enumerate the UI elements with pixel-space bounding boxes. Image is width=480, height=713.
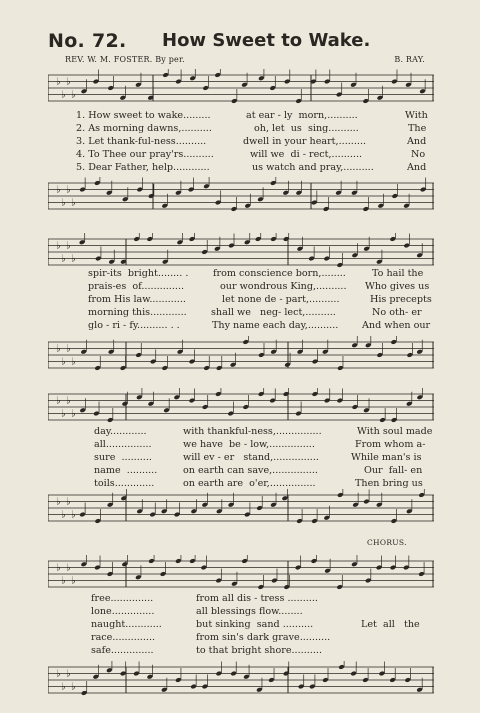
flat-sign: ♭ xyxy=(66,395,71,407)
bass-staff xyxy=(48,661,434,693)
lyric-phrase: race.............. xyxy=(91,632,156,643)
staff-notation xyxy=(48,177,434,217)
lyric-phrase: from all dis - tress .......... xyxy=(196,593,318,604)
flat-sign: ♭ xyxy=(71,575,76,587)
flat-sign: ♭ xyxy=(71,89,76,101)
flat-sign: ♭ xyxy=(66,668,71,680)
lyric-line xyxy=(0,452,480,464)
staff-notation xyxy=(48,69,434,109)
lyric-phrase: Let all the xyxy=(361,619,420,630)
flat-sign: ♭ xyxy=(56,668,61,680)
lyric-line xyxy=(0,426,480,438)
staff-notation xyxy=(48,336,434,376)
lyric-line xyxy=(0,149,480,161)
hymn-title: How Sweet to Wake. xyxy=(162,30,371,51)
lyric-line xyxy=(0,645,480,657)
lyric-line xyxy=(0,619,480,631)
flat-sign: ♭ xyxy=(61,253,66,265)
lyric-phrase: dwell in your heart,......... xyxy=(243,136,367,147)
bass-staff xyxy=(48,489,434,521)
lyric-line xyxy=(0,110,480,122)
author-credit: REV. W. M. FOSTER. By per. xyxy=(65,55,185,64)
lyric-phrase: 4. To Thee our pray'rs.......... xyxy=(76,149,214,160)
staff-notation xyxy=(48,555,434,595)
lyric-phrase: With soul made xyxy=(357,426,433,437)
flat-sign: ♭ xyxy=(71,681,76,693)
lyric-phrase: will ev - er stand,............... xyxy=(183,452,319,463)
lyric-line xyxy=(0,632,480,644)
lyric-phrase: Thy name each day,.......... xyxy=(212,320,339,331)
lyric-phrase: sure .......... xyxy=(94,452,152,463)
lyric-phrase: Our fall- en xyxy=(364,465,423,476)
lyric-phrase: Who gives us xyxy=(365,281,430,292)
lyric-phrase: naught............ xyxy=(91,619,162,630)
lyric-phrase: all............... xyxy=(94,439,152,450)
lyric-line xyxy=(0,439,480,451)
lyric-phrase: 3. Let thank-ful-ness.......... xyxy=(76,136,207,147)
lyric-phrase: from sin's dark grave.......... xyxy=(196,632,331,643)
lyric-phrase: And when our xyxy=(362,320,431,331)
bass-staff xyxy=(48,336,434,368)
flat-sign: ♭ xyxy=(61,575,66,587)
flat-sign: ♭ xyxy=(56,496,61,508)
staff-notation xyxy=(48,489,434,529)
lyric-phrase: free.............. xyxy=(91,593,154,604)
lyric-phrase: And xyxy=(407,162,427,173)
treble-staff xyxy=(48,69,434,101)
flat-sign: ♭ xyxy=(71,356,76,368)
lyric-phrase: on earth are o'er,............... xyxy=(183,478,316,489)
flat-sign: ♭ xyxy=(61,356,66,368)
flat-sign: ♭ xyxy=(56,395,61,407)
flat-sign: ♭ xyxy=(66,496,71,508)
lyric-phrase: let none de - part,.......... xyxy=(222,294,340,305)
treble-staff xyxy=(48,388,434,420)
lyric-phrase: With xyxy=(405,110,428,121)
lyric-line xyxy=(0,268,480,280)
lyric-phrase: on earth can save,............... xyxy=(183,465,318,476)
flat-sign: ♭ xyxy=(66,562,71,574)
flat-sign: ♭ xyxy=(61,408,66,420)
lyric-line xyxy=(0,320,480,332)
lyric-phrase: No oth- er xyxy=(372,307,422,318)
lyric-line xyxy=(0,593,480,605)
composer-credit: B. RAY. xyxy=(394,55,425,64)
hymn-number: No. 72. xyxy=(48,30,127,52)
lyric-phrase: all blessings flow........ xyxy=(196,606,303,617)
lyric-phrase: prais-es of.............. xyxy=(88,281,185,292)
flat-sign: ♭ xyxy=(56,76,61,88)
chorus-label: CHORUS. xyxy=(367,538,407,547)
lyric-phrase: day............ xyxy=(94,426,147,437)
lyric-phrase: name .......... xyxy=(94,465,158,476)
lyric-phrase: Then bring us xyxy=(355,478,423,489)
lyric-line xyxy=(0,478,480,490)
flat-sign: ♭ xyxy=(71,509,76,521)
flat-sign: ♭ xyxy=(61,681,66,693)
lyric-line xyxy=(0,307,480,319)
flat-sign: ♭ xyxy=(66,76,71,88)
bass-staff xyxy=(48,177,434,209)
flat-sign: ♭ xyxy=(61,197,66,209)
lyric-phrase: To hail the xyxy=(372,268,424,279)
lyric-phrase: from conscience born,........ xyxy=(213,268,346,279)
staff-notation xyxy=(48,388,434,428)
lyric-phrase: 1. How sweet to wake......... xyxy=(76,110,211,121)
lyric-line xyxy=(0,606,480,618)
lyric-phrase: spir-its bright........ . xyxy=(88,268,189,279)
flat-sign: ♭ xyxy=(56,343,61,355)
lyric-line xyxy=(0,136,480,148)
lyric-phrase: will we di - rect,.......... xyxy=(250,149,363,160)
lyric-line xyxy=(0,162,480,174)
flat-sign: ♭ xyxy=(66,184,71,196)
lyric-phrase: And xyxy=(407,136,427,147)
treble-staff xyxy=(48,233,434,265)
lyric-phrase: us watch and pray,.......... xyxy=(252,162,374,173)
lyric-line xyxy=(0,123,480,135)
flat-sign: ♭ xyxy=(61,89,66,101)
flat-sign: ♭ xyxy=(56,240,61,252)
lyric-phrase: shall we neg- lect,.......... xyxy=(211,307,336,318)
hymn-header xyxy=(48,30,448,56)
lyric-phrase: but sinking sand .......... xyxy=(196,619,314,630)
flat-sign: ♭ xyxy=(71,253,76,265)
treble-staff xyxy=(48,555,434,587)
flat-sign: ♭ xyxy=(56,184,61,196)
lyric-phrase: we have be - low,............... xyxy=(183,439,315,450)
lyric-phrase: lone.............. xyxy=(91,606,155,617)
flat-sign: ♭ xyxy=(71,408,76,420)
lyric-phrase: toils............. xyxy=(94,478,155,489)
lyric-phrase: 5. Dear Father, help............ xyxy=(76,162,210,173)
staff-notation xyxy=(48,233,434,273)
lyric-phrase: oh, let us sing.......... xyxy=(254,123,359,134)
lyric-phrase: at ear - ly morn,.......... xyxy=(246,110,358,121)
lyric-phrase: our wondrous King,.......... xyxy=(220,281,347,292)
lyric-phrase: safe.............. xyxy=(91,645,154,656)
lyric-phrase: morning this............ xyxy=(88,307,187,318)
lyric-phrase: to that bright shore.......... xyxy=(196,645,322,656)
lyric-phrase: While man's is xyxy=(351,452,422,463)
lyric-line xyxy=(0,294,480,306)
lyric-phrase: 2. As morning dawns,.......... xyxy=(76,123,212,134)
flat-sign: ♭ xyxy=(71,197,76,209)
flat-sign: ♭ xyxy=(56,562,61,574)
staff-notation xyxy=(48,661,434,701)
flat-sign: ♭ xyxy=(66,240,71,252)
lyric-phrase: No xyxy=(411,149,426,160)
lyric-line xyxy=(0,465,480,477)
lyric-phrase: from His law............ xyxy=(88,294,186,305)
flat-sign: ♭ xyxy=(66,343,71,355)
lyric-phrase: glo - ri - fy.......... . . xyxy=(88,320,180,331)
flat-sign: ♭ xyxy=(61,509,66,521)
lyric-phrase: His precepts xyxy=(370,294,432,305)
lyric-phrase: with thankful-ness,............... xyxy=(183,426,322,437)
lyric-phrase: From whom a- xyxy=(355,439,426,450)
lyric-phrase: The xyxy=(408,123,427,134)
lyric-line xyxy=(0,281,480,293)
